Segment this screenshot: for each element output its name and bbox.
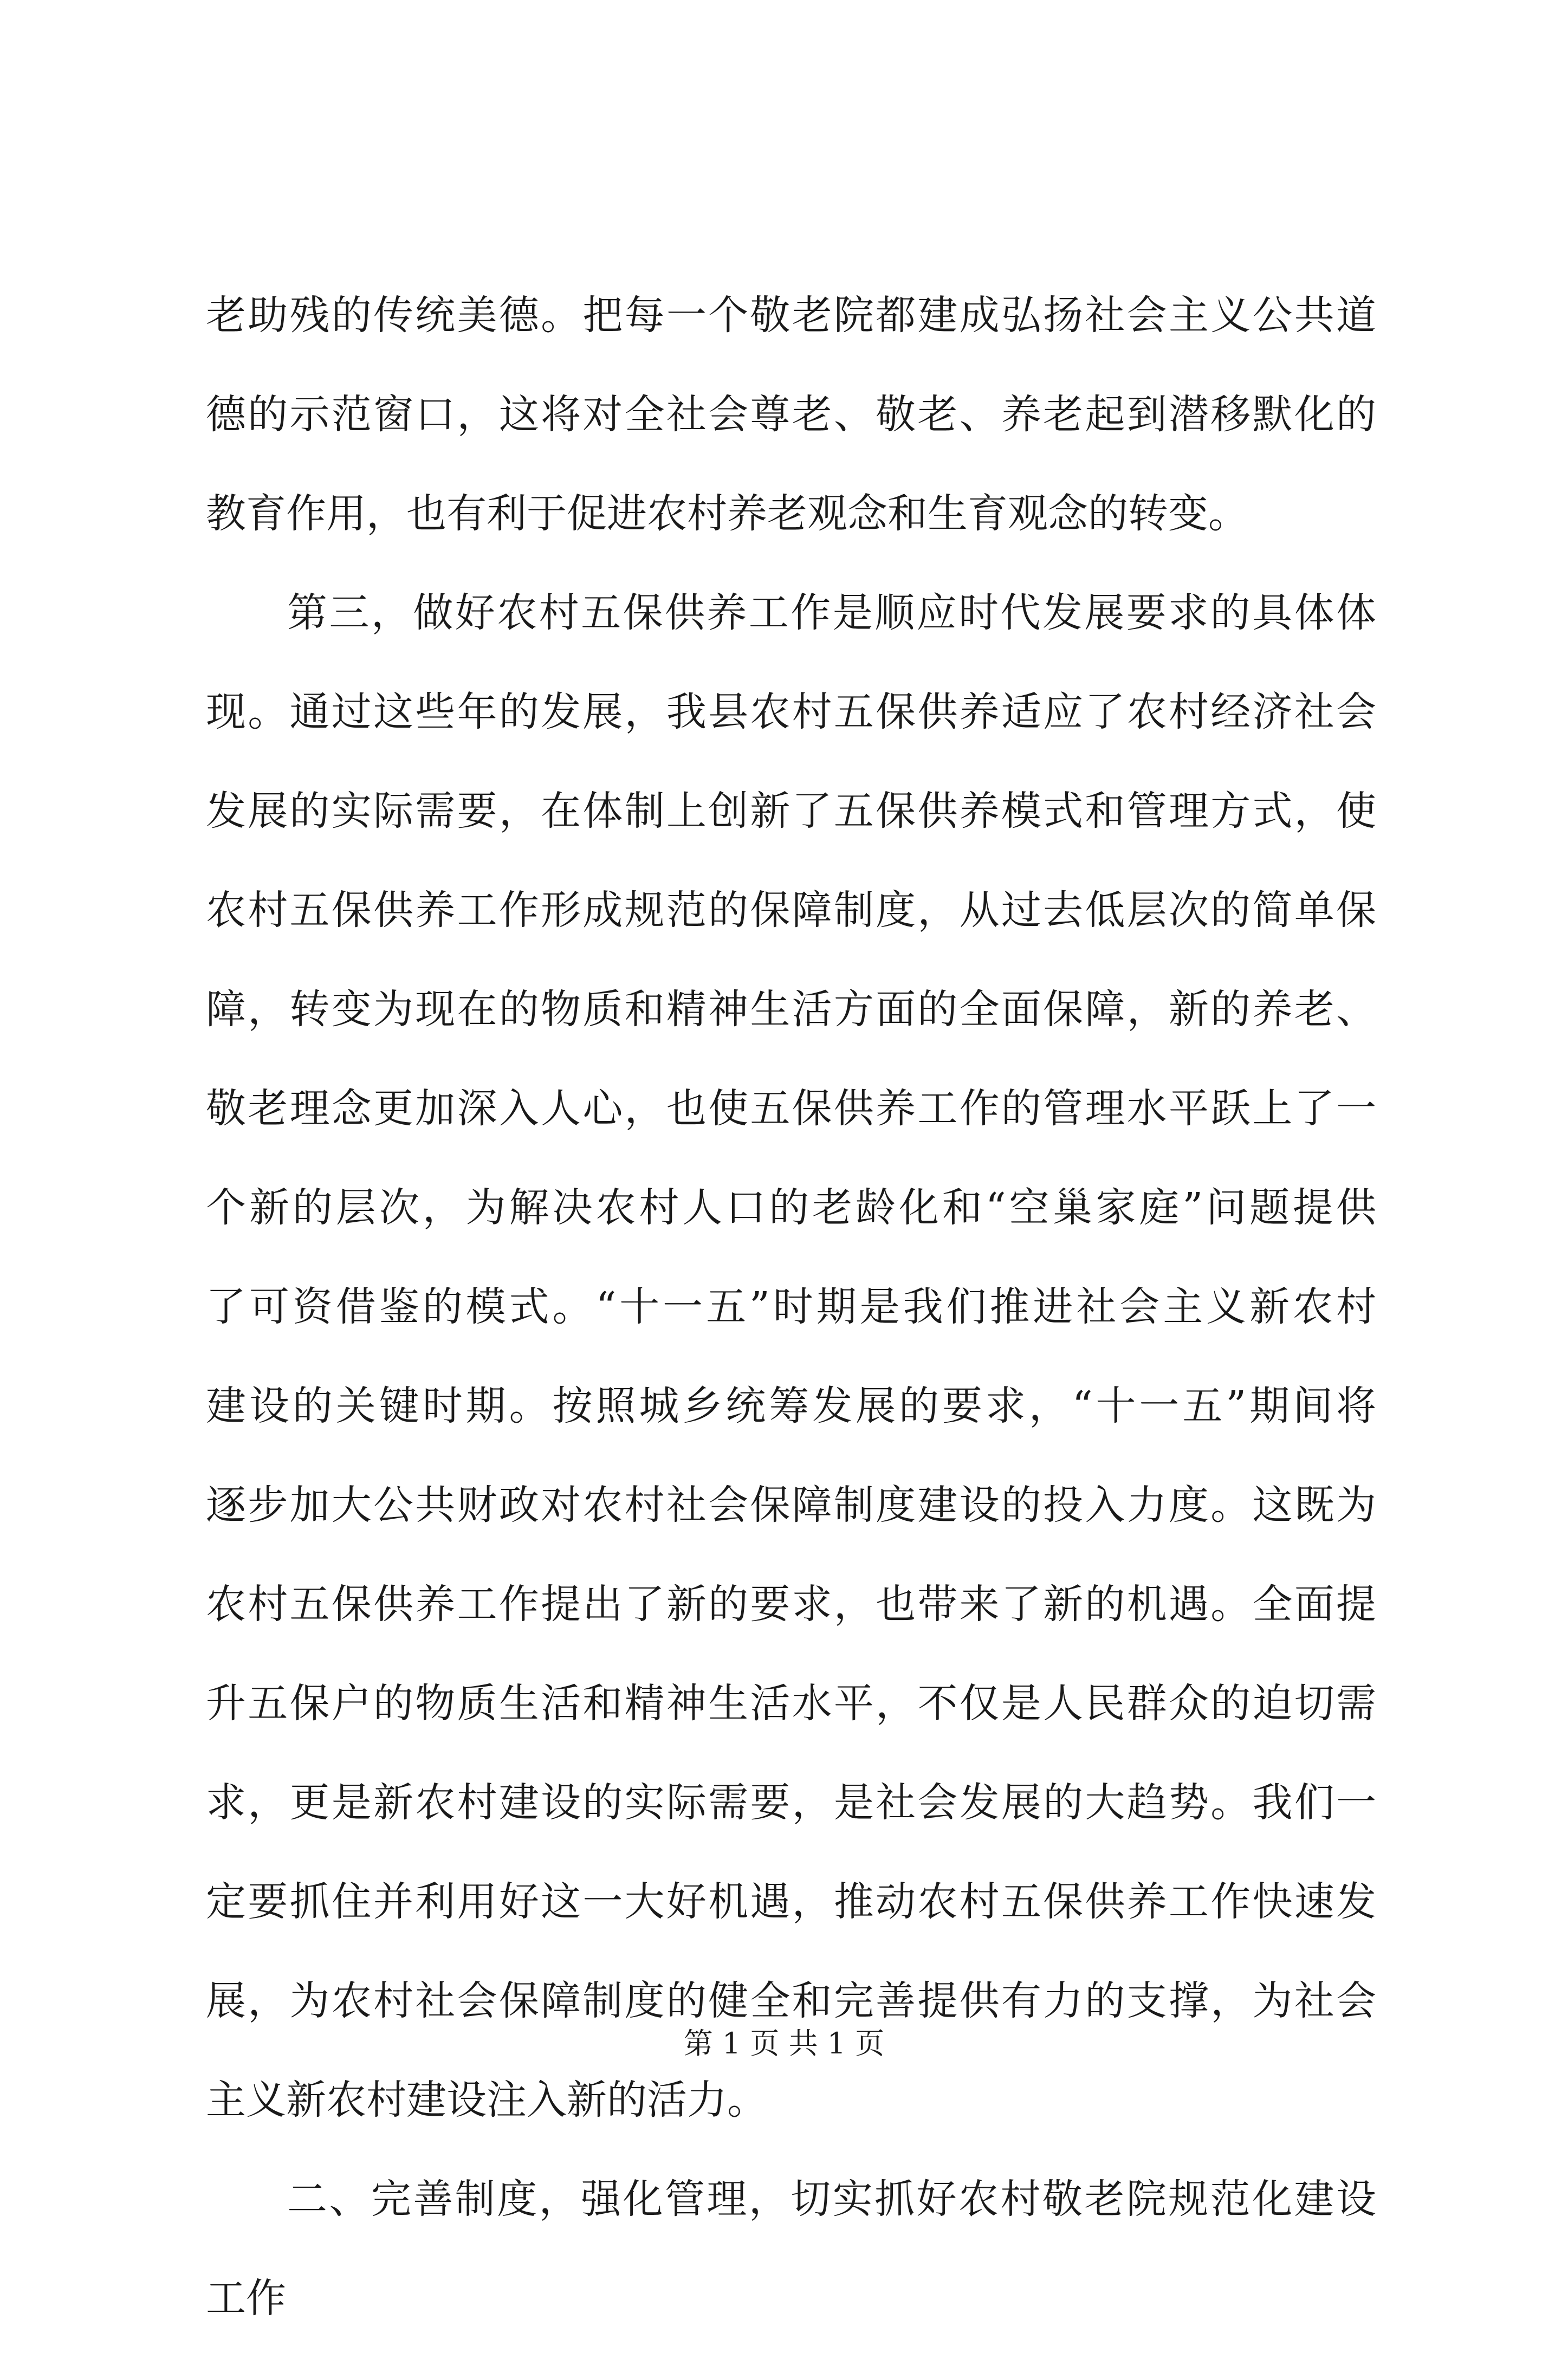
page-number-label: 第 1 页 共 1 页 — [683, 2026, 885, 2060]
text-line: 主义新农村建设注入新的活力。 — [206, 2077, 767, 2123]
paragraph-start-line: 第三，做好农村五保供养工作是顺应时代发展要求的具体体 — [287, 589, 1376, 636]
text-line: 敬老理念更加深入人心，也使五保供养工作的管理水平跃上了一 — [206, 1085, 1376, 1132]
text-line: 教育作用，也有利于促进农村养老观念和生育观念的转变。 — [206, 490, 1248, 537]
text-line: 德的示范窗口，这将对全社会尊老、敬老、养老起到潜移默化的 — [206, 391, 1376, 438]
text-line: 求，更是新农村建设的实际需要，是社会发展的大趋势。我们一 — [206, 1779, 1376, 1826]
text-line: 农村五保供养工作提出了新的要求，也带来了新的机遇。全面提 — [206, 1581, 1376, 1628]
section-heading-line: 工作 — [206, 2275, 286, 2322]
text-line: 个新的层次，为解决农村人口的老龄化和“空巢家庭”问题提供 — [206, 1184, 1376, 1231]
text-line: 建设的关键时期。按照城乡统筹发展的要求，“十一五”期间将 — [206, 1383, 1376, 1429]
text-line: 升五保户的物质生活和精神生活水平，不仅是人民群众的迫切需 — [206, 1680, 1376, 1727]
text-line: 现。通过这些年的发展，我县农村五保供养适应了农村经济社会 — [206, 689, 1376, 735]
text-line: 逐步加大公共财政对农村社会保障制度建设的投入力度。这既为 — [206, 1482, 1376, 1528]
text-line: 发展的实际需要，在体制上创新了五保供养模式和管理方式，使 — [206, 788, 1376, 834]
section-heading-line: 二、完善制度，强化管理，切实抓好农村敬老院规范化建设 — [287, 2176, 1376, 2222]
text-line: 障，转变为现在的物质和精神生活方面的全面保障，新的养老、 — [206, 986, 1376, 1033]
text-line: 农村五保供养工作形成规范的保障制度，从过去低层次的简单保 — [206, 887, 1376, 934]
page-footer — [0, 2025, 1568, 2063]
text-line: 展，为农村社会保障制度的健全和完善提供有力的支撑，为社会 — [206, 1978, 1376, 2024]
text-line: 了可资借鉴的模式。“十一五”时期是我们推进社会主义新农村 — [206, 1284, 1376, 1330]
text-line: 老助残的传统美德。把每一个敬老院都建成弘扬社会主义公共道 — [206, 292, 1376, 339]
text-line: 定要抓住并利用好这一大好机遇，推动农村五保供养工作快速发 — [206, 1878, 1376, 1925]
